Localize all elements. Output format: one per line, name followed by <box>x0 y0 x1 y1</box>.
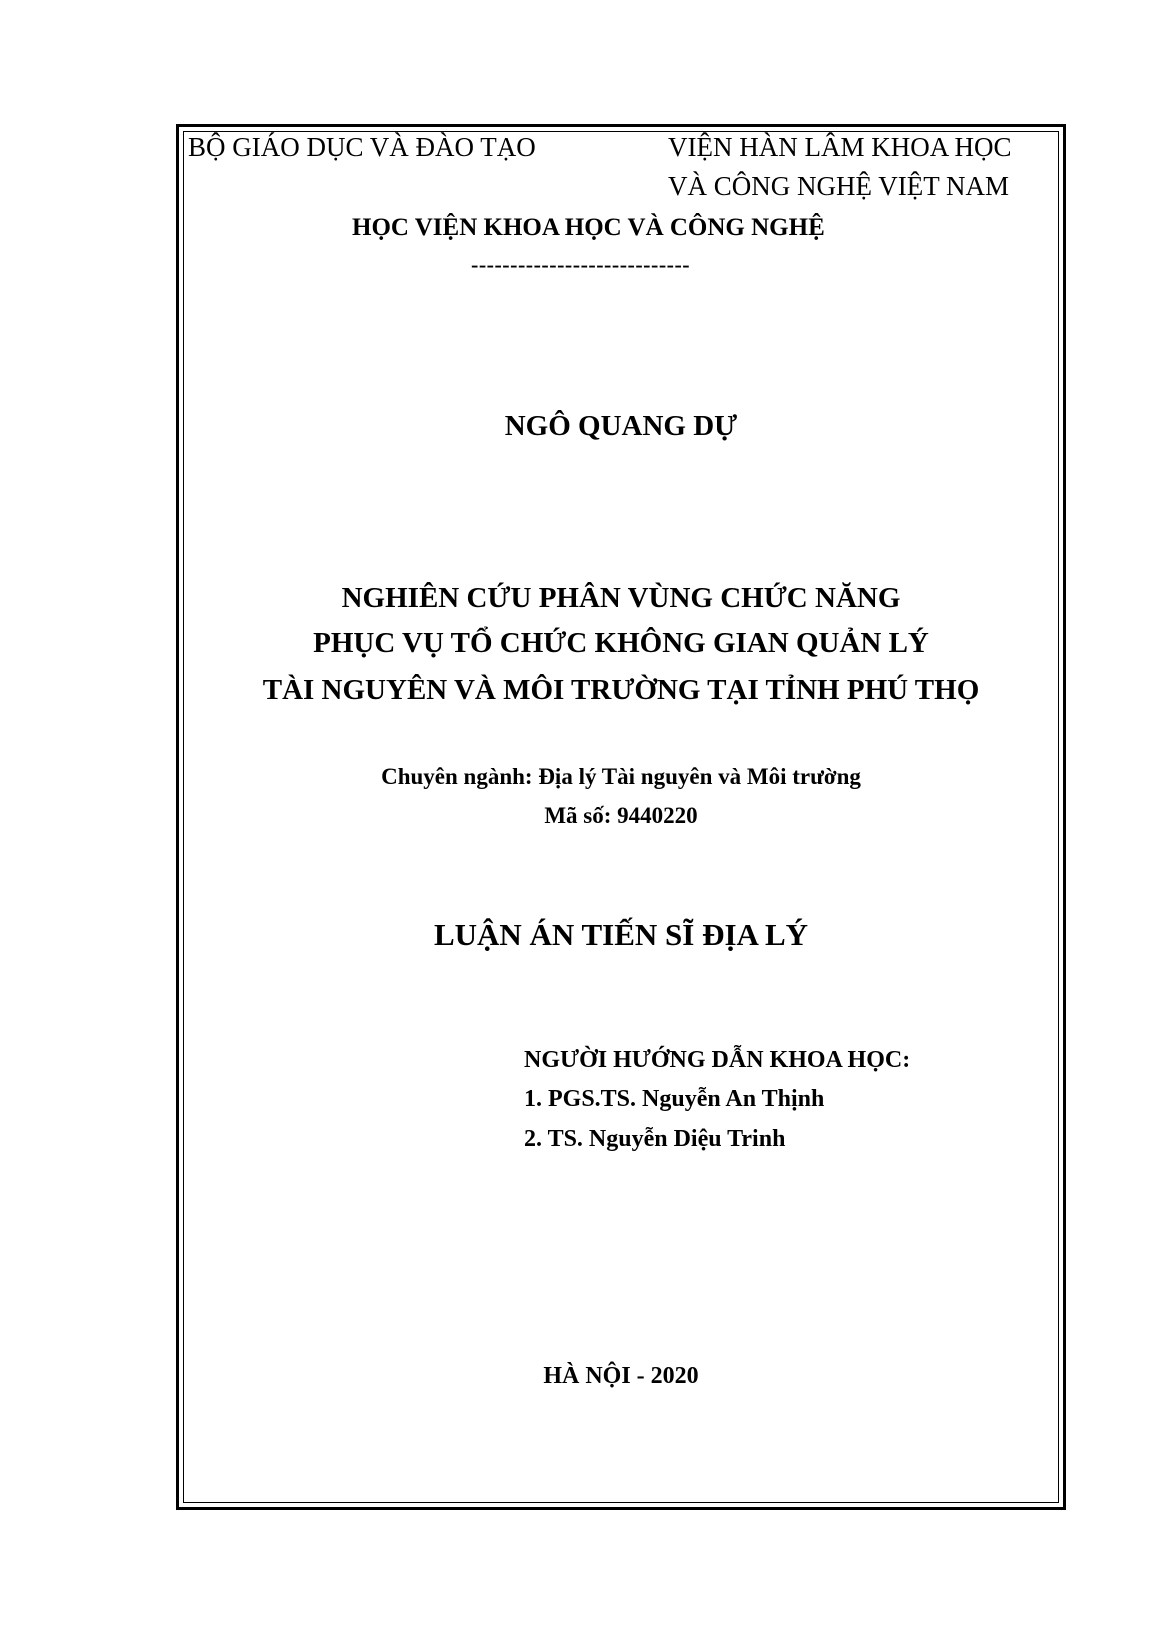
specialization-code: Mã số: 9440220 <box>544 803 698 828</box>
supervisor-heading: NGƯỜI HƯỚNG DẪN KHOA HỌC: <box>524 1047 911 1073</box>
header-separator: ---------------------------- <box>471 252 691 277</box>
specialization-major: Chuyên ngành: Địa lý Tài nguyên và Môi trường <box>381 764 861 789</box>
academy-name-line2: VÀ CÔNG NGHỆ VIỆT NAM <box>668 171 1009 201</box>
ministry-name: BỘ GIÁO DỤC VÀ ĐÀO TẠO <box>188 132 536 162</box>
academy-name-line1: VIỆN HÀN LÂM KHOA HỌC <box>668 132 1012 162</box>
thesis-title-line3: TÀI NGUYÊN VÀ MÔI TRƯỜNG TẠI TỈNH PHÚ THỌ <box>262 674 980 706</box>
supervisor-2: 2. TS. Nguyễn Diệu Trinh <box>524 1126 786 1152</box>
institute-name: HỌC VIỆN KHOA HỌC VÀ CÔNG NGHỆ <box>352 214 825 241</box>
degree-title: LUẬN ÁN TIẾN SĨ ĐỊA LÝ <box>433 917 809 952</box>
author-name: NGÔ QUANG DỰ <box>504 410 738 442</box>
thesis-title-line2: PHỤC VỤ TỔ CHỨC KHÔNG GIAN QUẢN LÝ <box>313 627 929 659</box>
thesis-title-line1: NGHIÊN CỨU PHÂN VÙNG CHỨC NĂNG <box>341 582 901 614</box>
supervisor-1: 1. PGS.TS. Nguyễn An Thịnh <box>524 1086 825 1112</box>
place-and-year: HÀ NỘI - 2020 <box>543 1363 699 1389</box>
